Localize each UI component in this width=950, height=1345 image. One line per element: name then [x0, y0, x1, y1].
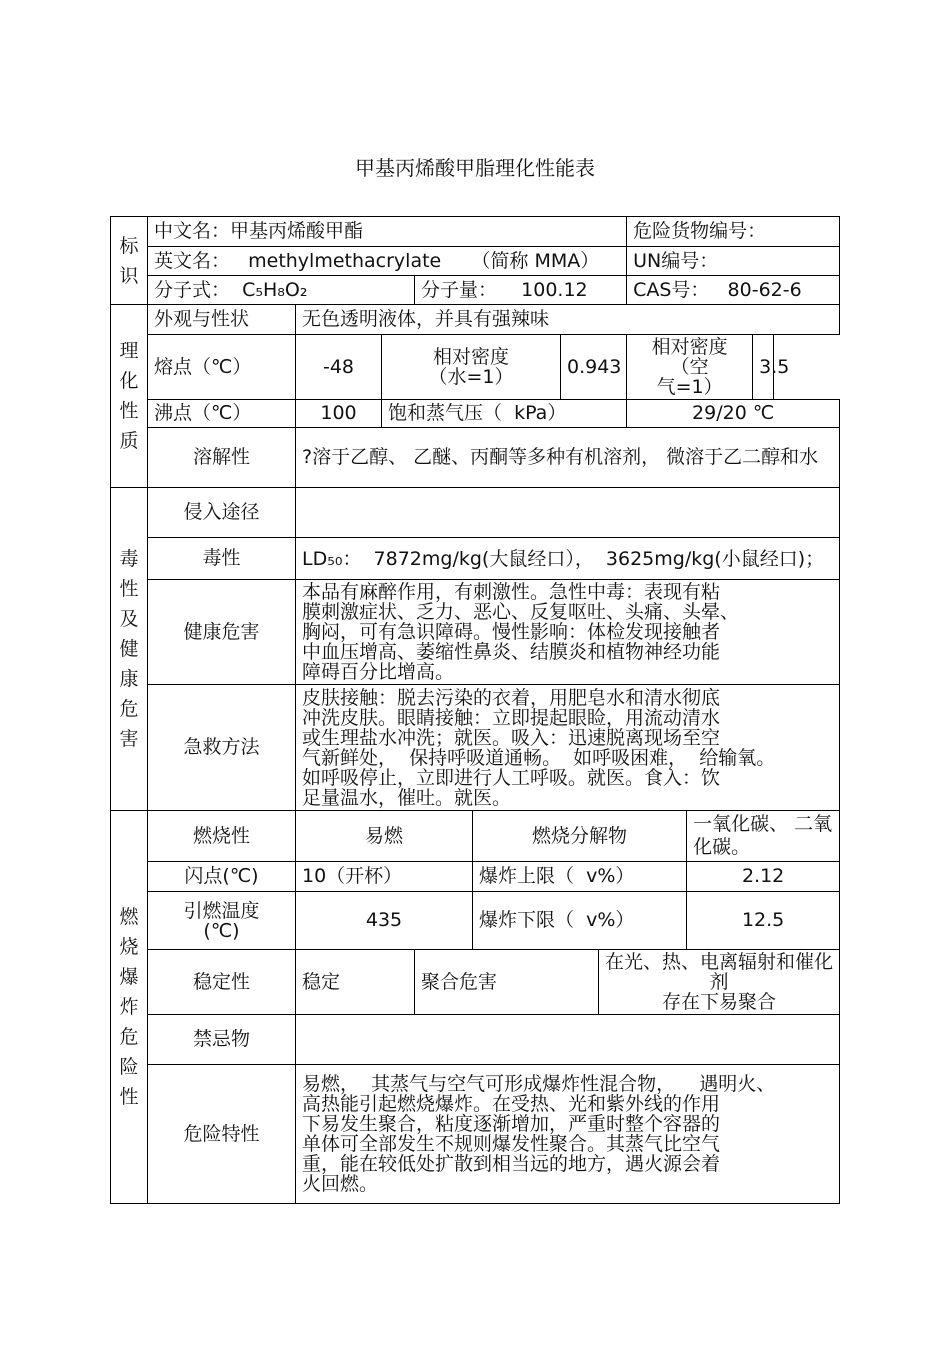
appearance-label: 外观与性状: [148, 305, 296, 335]
molecular-weight: 分子量： 100.12: [415, 276, 627, 305]
relative-density-air-value: 3.5: [753, 335, 774, 400]
cn-name: 中文名：甲基丙烯酸甲酯: [148, 217, 627, 247]
flammability-label: 燃烧性: [148, 811, 296, 862]
relative-density-air-label: 相对密度 （空 气=1）: [627, 335, 753, 400]
section-toxicity: 毒 性 及 健 康 危 害: [111, 488, 148, 811]
polymerization-hazard-value: 在光、热、电离辐射和催化剂 存在下易聚合: [599, 950, 840, 1015]
section-ident: 标 识: [111, 217, 148, 305]
hazard-characteristics-label: 危险特性: [148, 1065, 296, 1204]
property-table: [110, 216, 840, 1204]
page-title: 甲基丙烯酸甲脂理化性能表: [355, 156, 595, 180]
upper-explosive-limit-label: 爆炸上限（ v%）: [473, 862, 687, 892]
boiling-point-value: 100: [296, 400, 382, 428]
toxicity-value: LD₅₀： 7872mg/kg(大鼠经口）， 3625mg/kg(小鼠经口)；: [296, 538, 840, 580]
health-hazard-label: 健康危害: [148, 580, 296, 685]
solubility-label: 溶解性: [148, 428, 296, 488]
vapor-pressure-value: 29/20 ℃: [627, 400, 840, 428]
stability-value: 稳定: [296, 950, 415, 1015]
melting-point-value: -48: [296, 335, 382, 400]
relative-density-water-label: 相对密度 （水=1）: [382, 335, 561, 400]
flammability-value: 易燃: [296, 811, 473, 862]
lower-explosive-limit-label: 爆炸下限（ v%）: [473, 892, 687, 950]
decomposition-value: 一氧化碳、 二氧化碳。: [687, 811, 840, 862]
entry-route-value: [296, 488, 840, 538]
hazard-characteristics-value: 易燃， 其蒸气与空气可形成爆炸性混合物， 遇明火、 高热能引起燃烧爆炸。在受热、光和紫外线的作用 下易发生聚合，粘度逐渐增加，严重时整个容器的 单体可全部发生不规则爆发性聚合。其蒸气比空气 重，能在较低处扩散到相当远的地方，遇火源会着 火回燃。: [296, 1065, 840, 1204]
health-hazard-value: 本品有麻醉作用，有刺激性。急性中毒：表现有粘 膜刺激症状、乏力、恶心、反复呕吐、头痛、头晕、 胸闷，可有急识障碍。慢性影响：体检发现接触者 中血压增高、萎缩性鼻炎、结膜炎和植物神经功能 障碍百分比增高。: [296, 580, 840, 685]
decomposition-label: 燃烧分解物: [473, 811, 687, 862]
incompatible-materials-label: 禁忌物: [148, 1015, 296, 1065]
first-aid-value: 皮肤接触：脱去污染的衣着，用肥皂水和清水彻底 冲洗皮肤。眼睛接触：立即提起眼睑，用流动清水 或生理盐水冲洗；就医。吸入：迅速脱离现场至空 气新鲜处， 保持呼吸道通畅。 如呼吸困难， 给输氧。 如呼吸停止，立即进行人工呼吸。就医。食入：饮 足量温水，催吐。就医。: [296, 685, 840, 811]
en-name: 英文名： methylmethacrylate （简称 MMA）: [148, 247, 627, 276]
first-aid-label: 急救方法: [148, 685, 296, 811]
entry-route-label: 侵入途径: [148, 488, 296, 538]
boiling-point-label: 沸点（℃）: [148, 400, 296, 428]
incompatible-materials-value: [296, 1015, 840, 1065]
molecular-formula: 分子式： C₅H₈O₂: [148, 276, 415, 305]
relative-density-water-value: 0.943: [561, 335, 627, 400]
polymerization-hazard-label: 聚合危害: [415, 950, 599, 1015]
vapor-pressure-label: 饱和蒸气压（ kPa）: [382, 400, 627, 428]
ignition-temp-label: 引燃温度 (℃): [148, 892, 296, 950]
section-fire: 燃 烧 爆 炸 危 险 性: [111, 811, 148, 1204]
cas-number: CAS号： 80-62-6: [627, 276, 840, 305]
section-physical: 理 化 性 质: [111, 305, 148, 488]
flash-point-value: 10（开杯）: [296, 862, 473, 892]
un-number: UN编号：: [627, 247, 840, 276]
hazard-goods-number: 危险货物编号：: [627, 217, 840, 247]
solubility-value: ?溶于乙醇、 乙醚、丙酮等多种有机溶剂， 微溶于乙二醇和水: [296, 428, 840, 488]
appearance-value: 无色透明液体，并具有强辣味: [296, 305, 840, 335]
flash-point-label: 闪点(℃): [148, 862, 296, 892]
stability-label: 稳定性: [148, 950, 296, 1015]
melting-point-label: 熔点（℃）: [148, 335, 296, 400]
ignition-temp-value: 435: [296, 892, 473, 950]
upper-explosive-limit-value: 2.12: [687, 862, 840, 892]
lower-explosive-limit-value: 12.5: [687, 892, 840, 950]
toxicity-label: 毒性: [148, 538, 296, 580]
